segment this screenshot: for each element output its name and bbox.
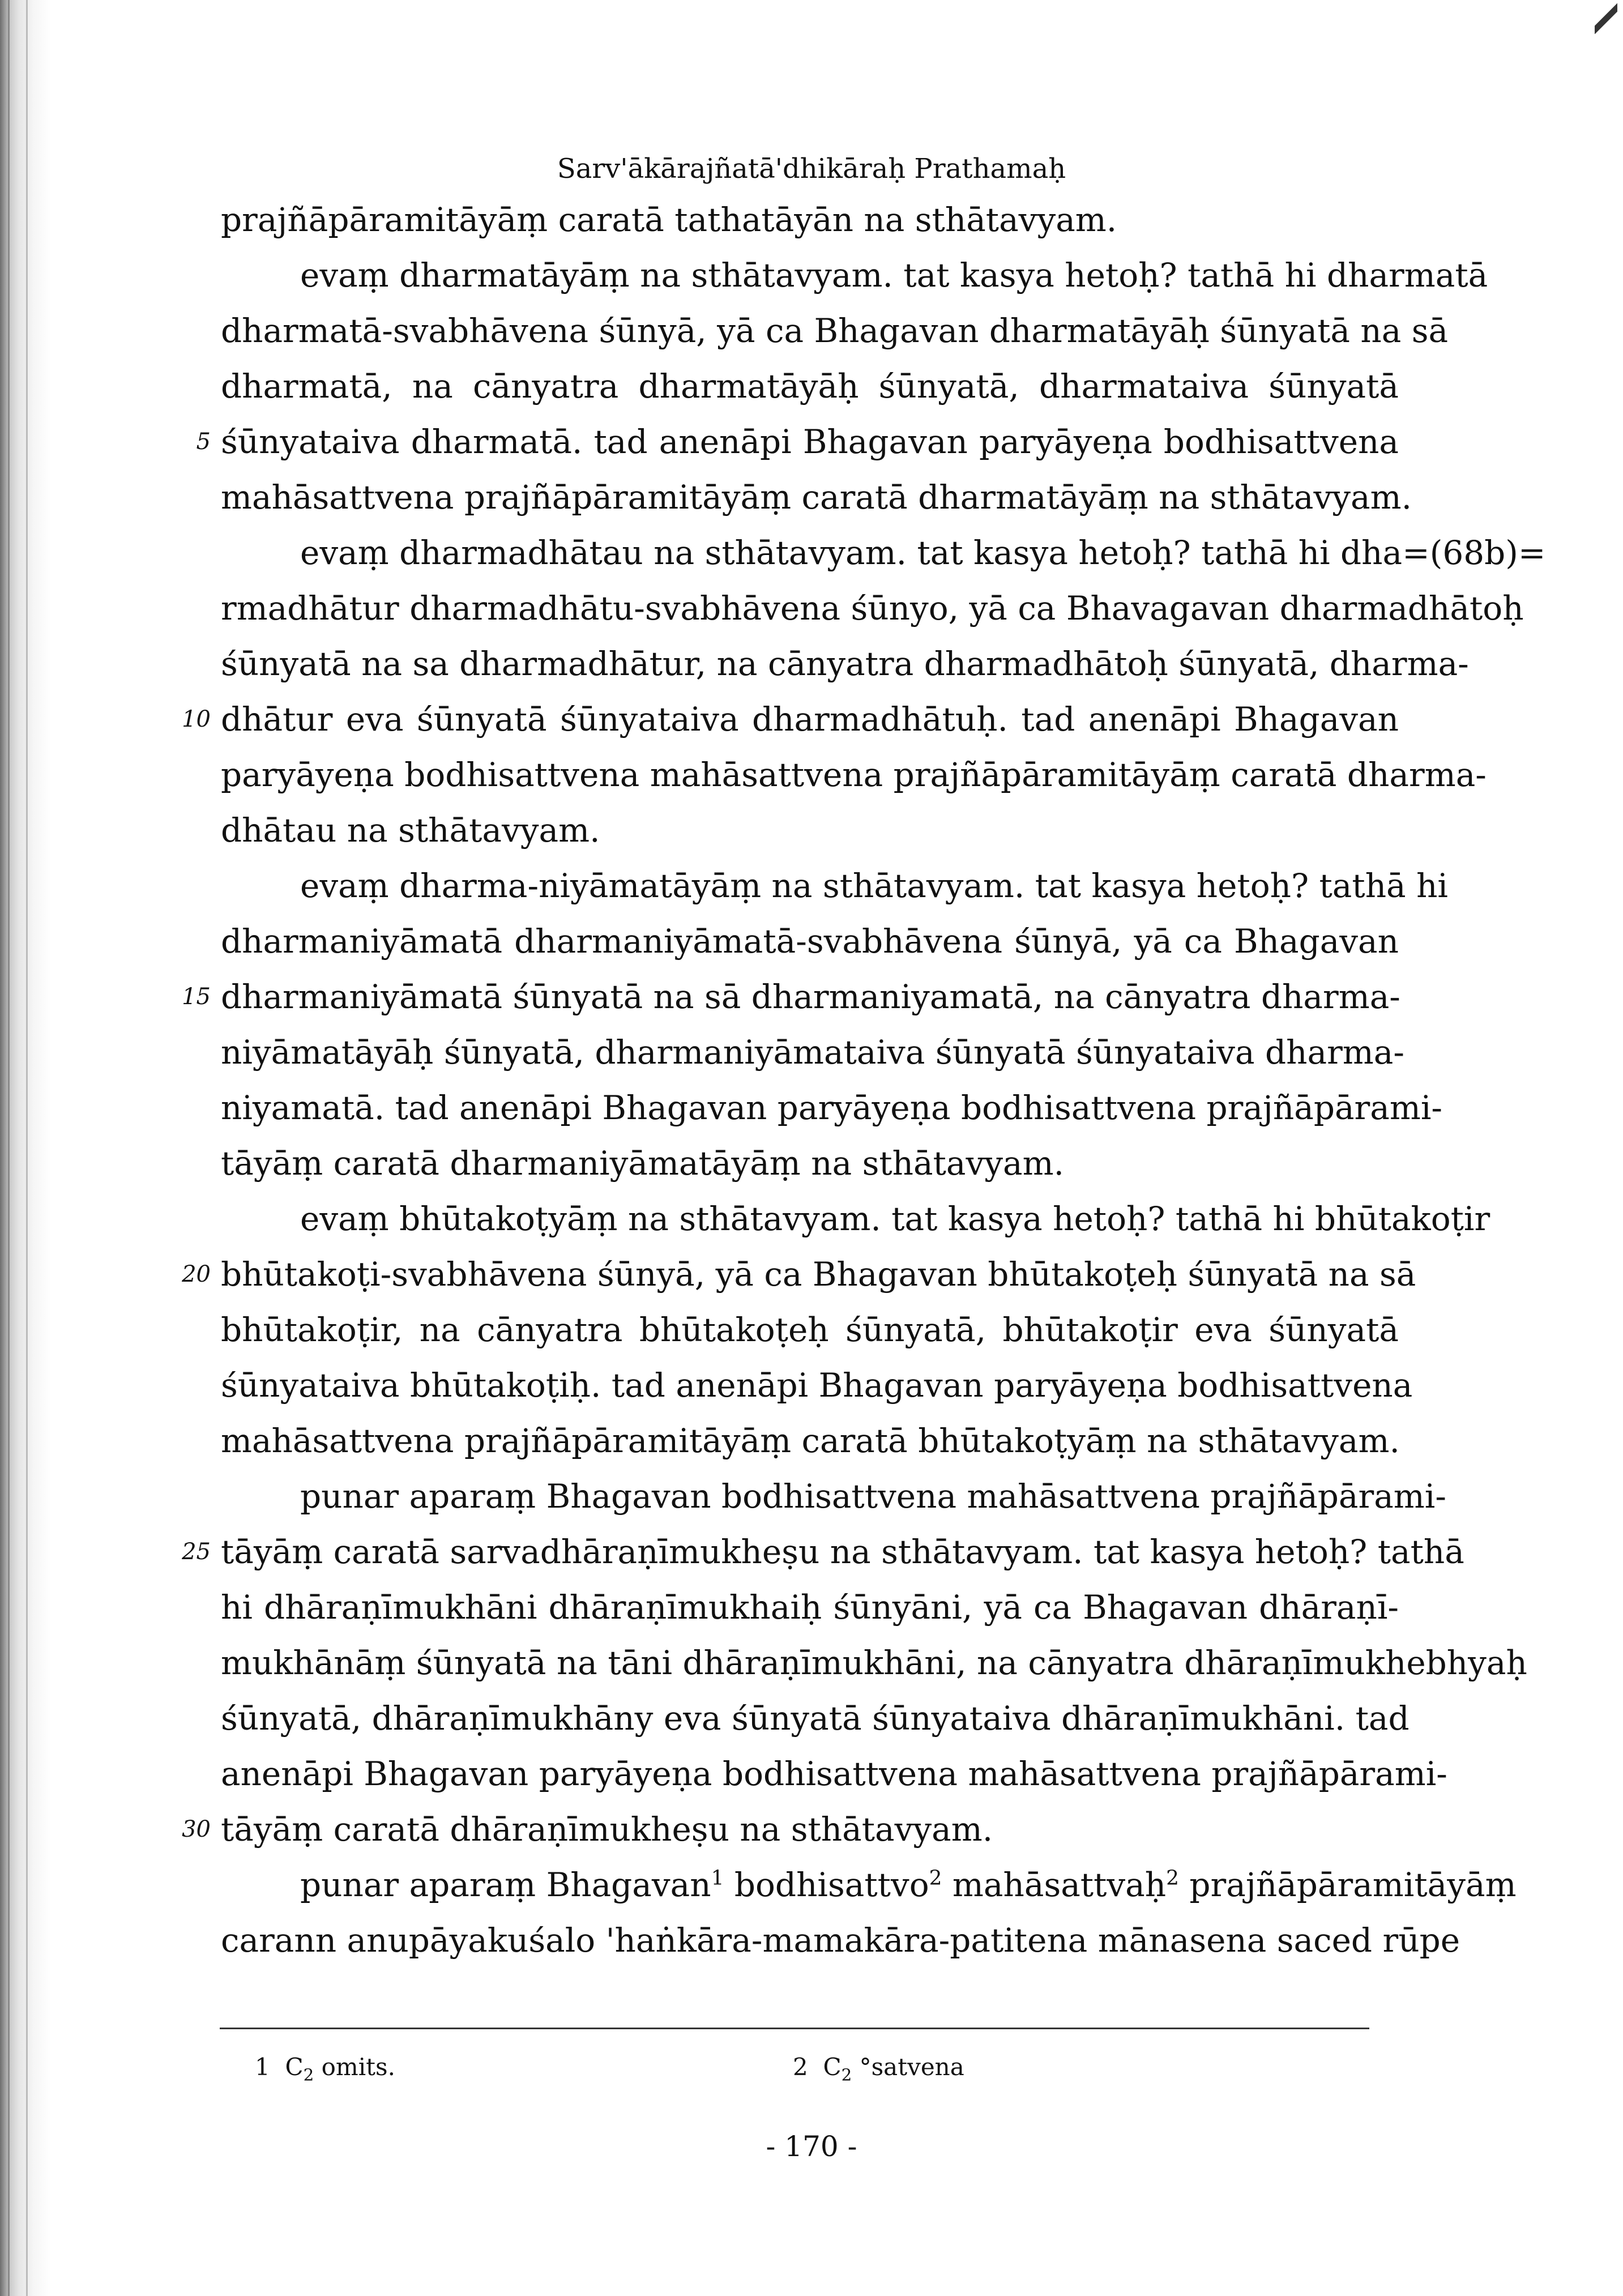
margin-line-number: 30 bbox=[182, 1816, 211, 1842]
text-line: tāyāṃ caratā dhāraṇīmukheṣu na sthātavyam. bbox=[221, 1810, 993, 1849]
text-line: mahāsattvena prajñāpāramitāyāṃ caratā dharmatāyāṃ na sthātavyam. bbox=[221, 478, 1412, 517]
text-line: dharmatā, na cānyatra dharmatāyāḥ śūnyatā, dharmataiva śūnyatā bbox=[221, 367, 1399, 406]
footnote-number: 1 bbox=[255, 2053, 270, 2081]
text-segment: bodhisattvo bbox=[724, 1866, 929, 1904]
text-line: evaṃ bhūtakoṭyāṃ na sthātavyam. tat kasya hetoḥ? tathā hi bhūtakoṭir bbox=[300, 1200, 1490, 1238]
text-line: bhūtakoṭi-svabhāvena śūnyā, yā ca Bhagavan bhūtakoṭeḥ śūnyatā na sā bbox=[221, 1255, 1416, 1294]
text-line-with-footnote-refs bbox=[300, 1864, 1517, 1905]
text-line: mahāsattvena prajñāpāramitāyāṃ caratā bhūtakoṭyāṃ na sthātavyam. bbox=[221, 1422, 1400, 1460]
text-line: mukhānāṃ śūnyatā na tāni dhāraṇīmukhāni, na cānyatra dhāraṇīmukhebhyaḥ bbox=[221, 1644, 1527, 1682]
text-segment: mahāsattvaḥ bbox=[942, 1866, 1167, 1904]
text-line: tāyāṃ caratā dharmaniyāmatāyāṃ na sthātavyam. bbox=[221, 1144, 1065, 1183]
text-segment: punar aparaṃ Bhagavan bbox=[300, 1866, 711, 1904]
text-line: śūnyatā na sa dharmadhātur, na cānyatra dharmadhātoḥ śūnyatā, dharma- bbox=[221, 645, 1469, 683]
text-line: niyāmatāyāḥ śūnyatā, dharmaniyāmataiva śūnyatā śūnyataiva dharma- bbox=[221, 1033, 1404, 1072]
scan-binding-rule bbox=[8, 0, 10, 2296]
text-segment: prajñāpāramitāyāṃ bbox=[1178, 1866, 1517, 1904]
margin-line-number: 5 bbox=[196, 429, 211, 455]
footnote-text: omits. bbox=[314, 2053, 395, 2081]
margin-line-number: 25 bbox=[182, 1539, 211, 1565]
text-line: carann anupāyakuśalo 'haṅkāra-mamakāra-patitena mānasena saced rūpe bbox=[221, 1921, 1460, 1960]
footnote-ms: C bbox=[823, 2053, 842, 2081]
text-line: dhātau na sthātavyam. bbox=[221, 811, 600, 850]
text-line: evaṃ dharma-niyāmatāyāṃ na sthātavyam. tat kasya hetoḥ? tathā hi bbox=[300, 867, 1448, 905]
text-line: evaṃ dharmadhātau na sthātavyam. tat kasya hetoḥ? tathā hi dha=(68b)= bbox=[300, 534, 1546, 572]
text-line: evaṃ dharmatāyāṃ na sthātavyam. tat kasya hetoḥ? tathā hi dharmatā bbox=[300, 256, 1488, 295]
text-line: rmadhātur dharmadhātu-svabhāvena śūnyo, yā ca Bhavagavan dharmadhātoḥ bbox=[221, 589, 1524, 628]
footnote-ref: 1 bbox=[711, 1866, 724, 1890]
page-number: - 170 - bbox=[766, 2130, 857, 2163]
scan-binding-rule bbox=[26, 0, 28, 2296]
text-line: prajñāpāramitāyāṃ caratā tathatāyān na sthātavyam. bbox=[221, 200, 1117, 239]
running-head: Sarv'ākārajñatā'dhikāraḥ Prathamaḥ bbox=[557, 153, 1066, 185]
margin-line-number: 15 bbox=[182, 984, 211, 1010]
text-line: tāyāṃ caratā sarvadhāraṇīmukheṣu na sthātavyam. tat kasya hetoḥ? tathā bbox=[221, 1533, 1464, 1571]
text-line: punar aparaṃ Bhagavan bodhisattvena mahāsattvena prajñāpārami- bbox=[300, 1477, 1446, 1516]
footnote bbox=[255, 2050, 395, 2084]
text-line: śūnyataiva bhūtakoṭiḥ. tad anenāpi Bhagavan paryāyeṇa bodhisattvena bbox=[221, 1366, 1413, 1405]
text-line: paryāyeṇa bodhisattvena mahāsattvena prajñāpāramitāyāṃ caratā dharma- bbox=[221, 756, 1487, 794]
footnote-ms-sub: 2 bbox=[303, 2065, 314, 2085]
text-line: hi dhāraṇīmukhāni dhāraṇīmukhaiḥ śūnyāni, yā ca Bhagavan dhāraṇī- bbox=[221, 1588, 1399, 1627]
text-line: niyamatā. tad anenāpi Bhagavan paryāyeṇa bodhisattvena prajñāpārami- bbox=[221, 1089, 1442, 1127]
margin-line-number: 20 bbox=[182, 1261, 211, 1287]
text-line: bhūtakoṭir, na cānyatra bhūtakoṭeḥ śūnyatā, bhūtakoṭir eva śūnyatā bbox=[221, 1311, 1399, 1349]
text-line: dhātur eva śūnyatā śūnyataiva dharmadhātuḥ. tad anenāpi Bhagavan bbox=[221, 700, 1399, 739]
footnote-separator bbox=[220, 2028, 1369, 2029]
scan-corner-mark bbox=[1595, 0, 1617, 34]
footnote-ms: C bbox=[285, 2053, 304, 2081]
text-line: śūnyataiva dharmatā. tad anenāpi Bhagavan paryāyeṇa bodhisattvena bbox=[221, 423, 1399, 461]
text-line: dharmaniyāmatā śūnyatā na sā dharmaniyamatā, na cānyatra dharma- bbox=[221, 978, 1400, 1016]
footnote bbox=[793, 2050, 964, 2084]
footnote-text: °satvena bbox=[852, 2053, 964, 2081]
text-line: anenāpi Bhagavan paryāyeṇa bodhisattvena mahāsattvena prajñāpārami- bbox=[221, 1755, 1447, 1793]
text-line: dharmaniyāmatā dharmaniyāmatā-svabhāvena śūnyā, yā ca Bhagavan bbox=[221, 922, 1399, 961]
footnote-ref: 2 bbox=[1166, 1866, 1179, 1890]
footnote-number: 2 bbox=[793, 2053, 808, 2081]
margin-line-number: 10 bbox=[182, 706, 211, 732]
text-line: śūnyatā, dhāraṇīmukhāny eva śūnyatā śūnyataiva dhāraṇīmukhāni. tad bbox=[221, 1699, 1410, 1738]
footnote-ref: 2 bbox=[929, 1866, 942, 1890]
footnote-ms-sub: 2 bbox=[841, 2065, 852, 2085]
text-line: dharmatā-svabhāvena śūnyā, yā ca Bhagavan dharmatāyāḥ śūnyatā na sā bbox=[221, 311, 1449, 350]
